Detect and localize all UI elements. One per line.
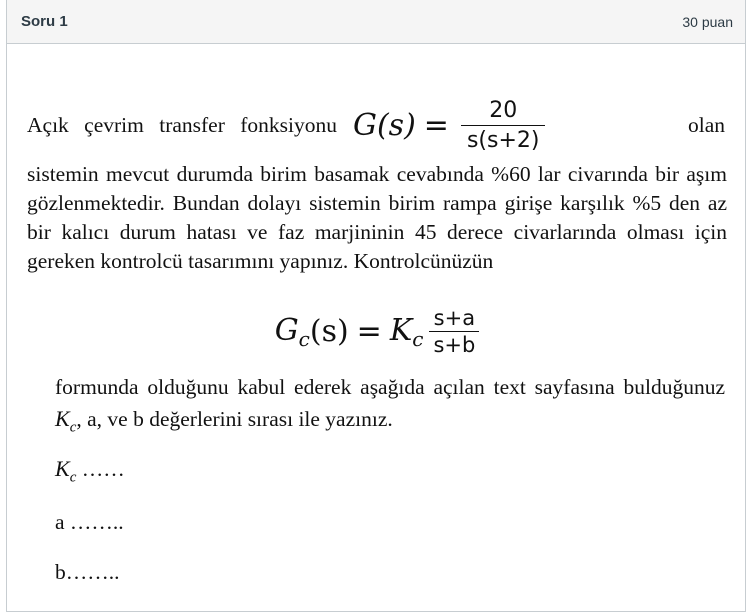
transfer-function-label: G(s)	[353, 107, 416, 143]
intro-end-text: olan	[687, 112, 725, 137]
equals-sign-2: =	[356, 314, 382, 349]
answer-kc-line: $K_c$ ……	[55, 456, 125, 486]
tf-numerator: 20	[489, 97, 518, 123]
question-first-line	[27, 90, 727, 160]
tf-denominator: s(s+2)	[461, 125, 546, 153]
question-paragraph: sistemin mevcut durumda birim basamak cevabında %60 lar civarında bir aşım gözlenmektedir. Bundan dolayı sistemin birim rampa girişe karşılık %5 den az bir kalıcı durum hatası ve faz marjininin 45 derece civarlarında olması için gereken kontrolcü tasarımını yapınız. Kontrolcünüzün	[27, 162, 727, 273]
answer-b-line: b……..	[55, 560, 120, 584]
controller-equation	[7, 306, 747, 357]
intro-text: Açık çevrim transfer fonksiyonu	[27, 112, 338, 137]
question-title: Soru 1	[21, 13, 68, 30]
kc-symbol: $K_c$	[389, 312, 424, 351]
equals-sign: =	[423, 107, 449, 143]
transfer-function-fraction	[461, 98, 546, 153]
question-points: 30 puan	[682, 13, 733, 30]
gc-argument: (s)	[309, 314, 349, 349]
instruction-paragraph: formunda olduğunu kabul ederek aşağıda açılan text sayfasına bulduğunuz $K_c$, a, ve b değerlerini sırası ile yazınız.	[55, 375, 725, 436]
kc-inline: $K_c$	[55, 406, 77, 436]
controller-denominator: s+b	[429, 331, 479, 357]
question-card	[6, 0, 746, 612]
gc-symbol: $G_c$	[274, 312, 310, 351]
question-header	[7, 0, 745, 44]
controller-numerator: s+a	[433, 306, 476, 330]
answer-a-line: a ……..	[55, 510, 124, 534]
controller-fraction	[429, 306, 479, 357]
